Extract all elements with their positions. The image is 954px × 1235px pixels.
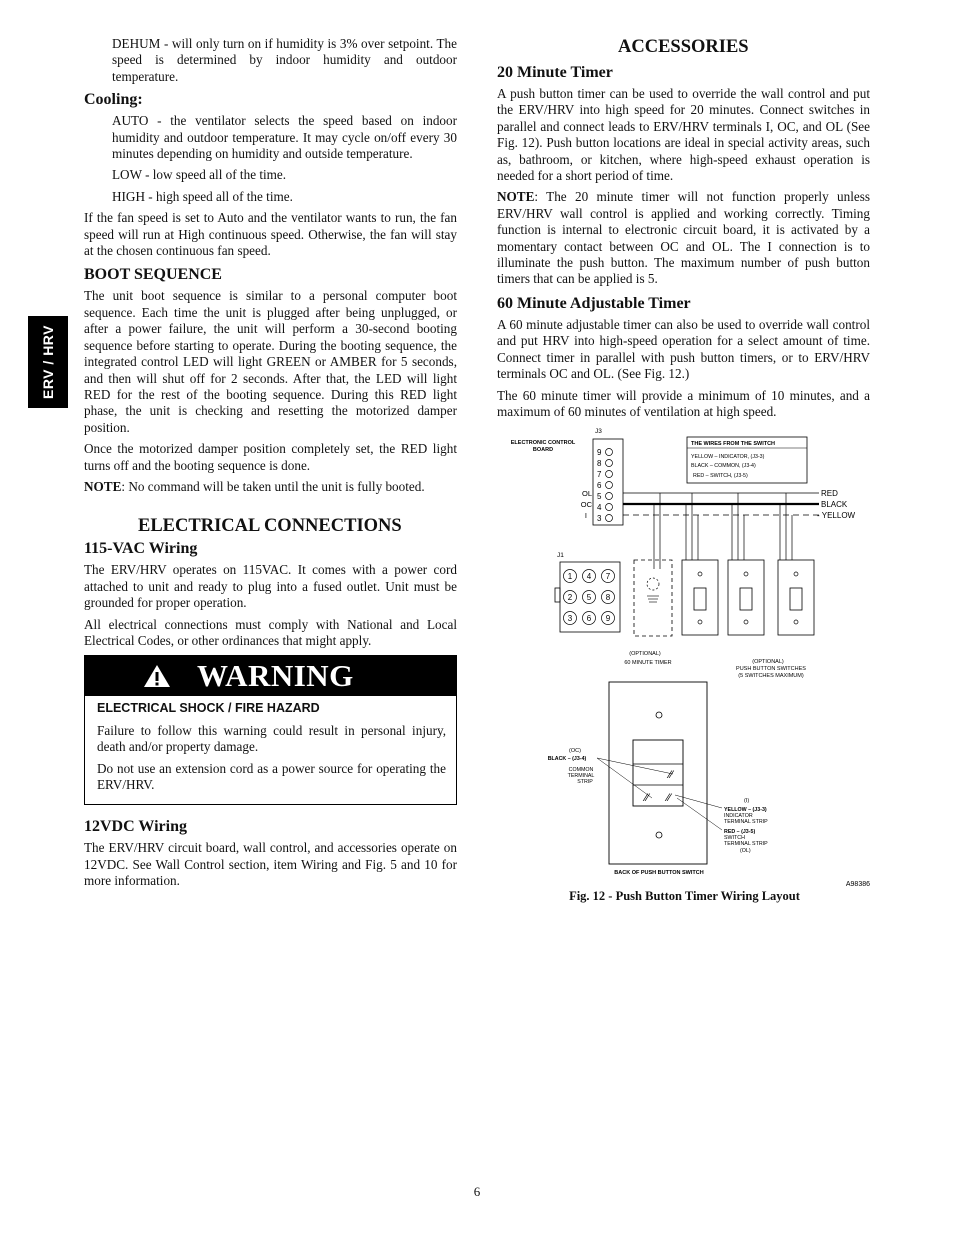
j3-pin-label: 9	[597, 448, 602, 457]
j3-pin-label: 5	[597, 492, 602, 501]
legend-title: THE WIRES FROM THE SWITCH	[691, 441, 776, 447]
oc-label-4: TERMINAL	[567, 773, 595, 779]
ol-label-4: (OL)	[740, 848, 751, 854]
j3-pin-icon	[606, 449, 613, 456]
warning-title: WARNING	[197, 658, 354, 694]
j1-label: J1	[557, 552, 564, 559]
fan-speed-paragraph: If the fan speed is set to Auto and the ventilator wants to run, the fan speed will run at High continuous speed. Otherwise, the fan will stay at the chosen continuous fan speed.	[84, 210, 457, 259]
timer60-box	[634, 560, 672, 636]
top-screw-icon	[656, 712, 662, 718]
j1-pins	[564, 570, 615, 625]
optpb-label-1: (OPTIONAL)	[752, 659, 784, 665]
warning-paragraph-1: Failure to follow this warning could result in personal injury, death and/or property damage.	[97, 722, 446, 755]
back-of-switch	[609, 682, 707, 864]
j1-pin-label: 4	[586, 572, 592, 581]
oc-label-2: BLACK – (J3-4)	[547, 756, 587, 762]
timer60-paragraph-2: The 60 minute timer will provide a minimum of 10 minutes, and a maximum of 60 minutes of ventilation at high speed.	[497, 387, 870, 419]
j3-pin-label: 7	[597, 470, 602, 479]
boot-paragraph-2: Once the motorized damper position completely set, the RED light turns off and the booting sequence is done.	[84, 441, 457, 473]
j1-pin-label: 7	[605, 572, 611, 581]
note-label: NOTE	[84, 478, 122, 494]
ol-label-3: TERMINAL STRIP	[724, 841, 768, 847]
ecb-label-1: ELECTRONIC CONTROL	[510, 440, 576, 446]
i-label-1: (I)	[744, 798, 750, 804]
auto-paragraph: AUTO - the ventilator selects the speed based on indoor humidity and outdoor temperature. It may cycle on/off every 30 minutes depending on humidity and outside temperature.	[112, 113, 457, 162]
j3-pin-icon	[606, 515, 613, 522]
boot-note	[84, 479, 457, 495]
timer20-heading: 20 Minute Timer	[497, 64, 613, 81]
oc-label-1: (OC)	[569, 748, 581, 754]
wire-yellow-label: - YELLOW	[817, 511, 856, 520]
left-column	[84, 36, 457, 895]
oc-label-5: STRIP	[577, 779, 593, 785]
i-label-3: INDICATOR	[724, 813, 753, 819]
optpb-label-3: (5 SWITCHES MAXIMUM)	[738, 673, 804, 679]
j3-pin-icon	[606, 460, 613, 467]
side-tab	[28, 316, 68, 408]
warning-body	[85, 696, 456, 804]
j1-pin-label: 9	[605, 614, 611, 623]
figure-caption: Fig. 12 - Push Button Timer Wiring Layout	[569, 889, 800, 903]
j1-pin-label: 3	[567, 614, 573, 623]
back-label: BACK OF PUSH BUTTON SWITCH	[614, 870, 704, 876]
j3-pin-label: 8	[597, 459, 602, 468]
j3-pin-icon	[606, 504, 613, 511]
dehum-paragraph: DEHUM - will only turn on if humidity is 3% over setpoint. The speed is determined by indoor humidity and outdoor temperature.	[112, 36, 457, 84]
accessories-heading: ACCESSORIES	[618, 37, 749, 57]
timer20-note	[497, 189, 870, 287]
switch-body	[633, 740, 683, 806]
wiring-diagram	[497, 424, 877, 894]
right-column	[497, 36, 870, 425]
i-label-4: TERMINAL STRIP	[724, 819, 768, 825]
vac-paragraph-2: All electrical connections must comply with National and Local Electrical Codes, or other ordinances that might apply.	[84, 616, 457, 648]
timer60-dial-icon	[647, 578, 659, 590]
i-label-2: YELLOW – (J3-3)	[724, 807, 767, 813]
j3-pin-label: 3	[597, 514, 602, 523]
terminal-switch-icon: ⁄⁄	[667, 792, 671, 804]
j1-pin-label: 6	[586, 614, 592, 623]
j3-pin-icon	[606, 482, 613, 489]
wire-red-label: RED	[821, 489, 838, 498]
side-tab-label: ERV / HRV	[40, 324, 57, 400]
j3-pin-icon	[606, 493, 613, 500]
ol-label-1: RED – (J3-5)	[724, 829, 756, 835]
j3-ol-label: OL	[581, 489, 592, 498]
legend-yellow: YELLOW – INDICATOR, (J3-3)	[691, 454, 765, 460]
electrical-connections-heading: ELECTRICAL CONNECTIONS	[138, 516, 402, 537]
low-paragraph: LOW - low speed all of the time.	[112, 167, 287, 183]
warning-box	[84, 655, 457, 805]
timer20-paragraph: A push button timer can be used to override the wall control and put the ERV/HRV into high speed for 20 minutes. Connect switches in parallel and connect leads to ERV/HRV terminals I, OC, and OL (See Fig. 12). Push button locations are ideal in special activity areas, such as, bathroom, or kitchen, where high-speed exhaust operation is needed for a short period of time.	[497, 86, 870, 184]
terminal-indicator-icon: ⁄⁄	[645, 792, 649, 804]
note-text: : The 20 minute timer will not function properly unless ERV/HRV wall control is applied and working correctly. Timing function is internal to electronic circuit board, it is activated by a momentary contact between OC and OL. The I connection is to illuminate the push button. The maximum number of push button timers that can be applied is 5.	[497, 189, 870, 287]
warning-subtitle: ELECTRICAL SHOCK / FIRE HAZARD	[97, 701, 320, 716]
j1-pin-label: 5	[586, 593, 592, 602]
oc-label-3: COMMON	[568, 767, 594, 773]
j3-pin-label: 6	[597, 481, 602, 490]
push-button-switches	[682, 560, 814, 635]
opt60-label-1: (OPTIONAL)	[629, 651, 661, 657]
figure-code: A98386	[845, 881, 870, 888]
vac-wiring-heading: 115-VAC Wiring	[84, 540, 198, 558]
j1-pin-label: 2	[567, 593, 573, 602]
opt60-label-2: 60 MINUTE TIMER	[624, 660, 672, 666]
vac-paragraph-1: The ERV/HRV operates on 115VAC. It comes with a power cord attached to unit and ready to plug into a fused outlet. Unit must be grounded for proper operation.	[84, 562, 457, 611]
note-text: : No command will be taken until the unit is fully booted.	[121, 478, 425, 494]
legend-red: RED – SWITCH, (J3-5)	[693, 473, 748, 479]
page-number: 6	[473, 1184, 481, 1199]
timer60-heading: 60 Minute Adjustable Timer	[497, 294, 691, 312]
note-label: NOTE	[497, 189, 535, 205]
boot-paragraph-1: The unit boot sequence is similar to a personal computer boot sequence. Each time the unit is plugged after being unplugged, or after a power failure, the unit will perform a 30-second booting sequence before starting to operate. During the booting sequence, the integrated control LED will light GREEN or AMBER for 5 seconds, and then will shut off for 2 seconds. After that, the LED will light RED for the rest of the booting sequence. During this RED light phase, the unit is checking and resetting the motorized damper position.	[84, 288, 457, 435]
ol-label-2: SWITCH	[724, 835, 745, 841]
bottom-screw-icon	[656, 832, 662, 838]
wire-black-label: BLACK	[821, 500, 848, 509]
cooling-heading: Cooling:	[84, 91, 143, 109]
j3-oc-label: OC	[580, 500, 592, 509]
j3-i-label: I	[584, 511, 587, 520]
warning-paragraph-2: Do not use an extension cord as a power source for operating the ERV/HRV.	[97, 760, 446, 792]
legend-black: BLACK – COMMON, (J3-4)	[691, 463, 756, 469]
vdc-wiring-heading: 12VDC Wiring	[84, 818, 187, 836]
warning-header	[85, 656, 456, 696]
j3-pin-label: 4	[597, 503, 602, 512]
terminal-common-icon: ⁄⁄	[669, 769, 673, 781]
timer60-paragraph-1: A 60 minute adjustable timer can also be used to override wall control and put HRV into high-speed operation for a select amount of time. Connect timer in parallel with push button timers, or to ERV/HRV terminals OC and OL. (See Fig. 12.)	[497, 316, 870, 382]
j3-pin-icon	[606, 471, 613, 478]
warning-triangle-icon	[143, 664, 171, 688]
optpb-label-2: PUSH BUTTON SWITCHES	[736, 666, 806, 672]
j1-pin-label: 1	[567, 572, 573, 581]
high-paragraph: HIGH - high speed all of the time.	[112, 188, 293, 204]
ecb-label-2: BOARD	[532, 447, 554, 453]
j3-pins	[597, 448, 613, 523]
j3-label: J3	[595, 428, 602, 435]
boot-sequence-heading: BOOT SEQUENCE	[84, 266, 222, 284]
vdc-paragraph: The ERV/HRV circuit board, wall control, and accessories operate on 12VDC. See Wall Control section, item Wiring and Fig. 5 and 10 for more information.	[84, 840, 457, 889]
j1-pin-label: 8	[605, 593, 611, 602]
